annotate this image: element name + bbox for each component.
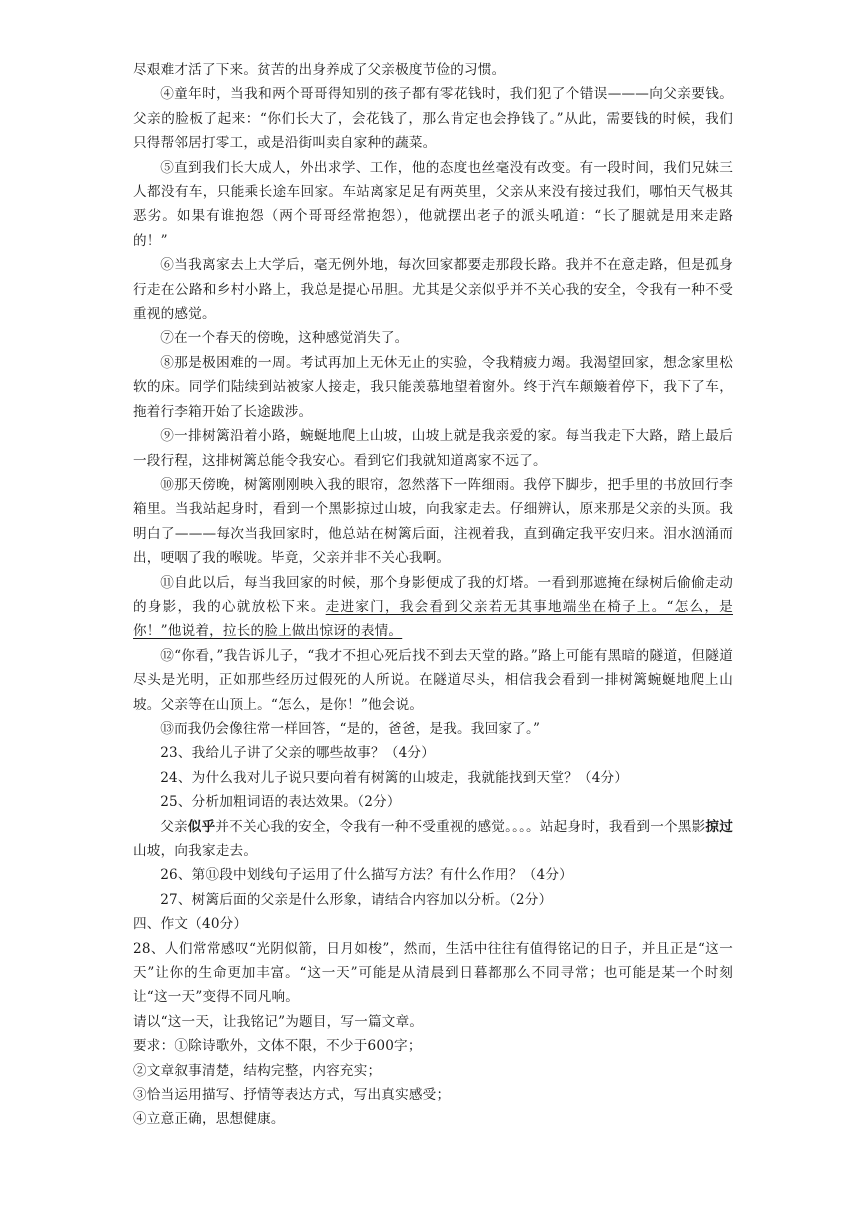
underlined-sentence: 走进家门，我会看到父亲若无其事地端坐在椅子上。“怎么，是你！”他说着，拉长的脸上做出惊讶的表情。 — [133, 598, 733, 640]
paragraph-11 — [133, 571, 733, 644]
excerpt-text-b: 并不关心我的安全，令我有一种不受重视的感觉。。。。站起身时，我看到一个黑影 — [215, 818, 706, 835]
paragraph-7: ⑦在一个春天的傍晚，这种感觉消失了。 — [160, 330, 409, 347]
paragraph-5: ⑤直到我们长大成人，外出求学、工作，他的态度也丝毫没有改变。有一段时间，我们兄妹三人都没有车，只能乘长途车回家。车站离家足足有两英里，父亲从来没有接过我们，哪怕天气极其恶劣。如果有谁抱怨（两个哥哥经常抱怨），他就摆出老子的派头吼道：“长了腿就是用来走路的！” — [133, 159, 733, 249]
paragraph-4: ④童年时，当我和两个哥哥得知别的孩子都有零花钱时，我们犯了个错误———向父亲要钱。父亲的脸板了起来：“你们长大了，会花钱了，那么肯定也会挣钱了。”从此，需要钱的时候，我们只得帮邻居打零工，或是沿街叫卖自家种的蔬菜。 — [133, 86, 733, 152]
paragraph-10: ⑩那天傍晚，树篱刚刚映入我的眼帘，忽然落下一阵细雨。我停下脚步，把手里的书放回行李箱里。当我站起身时，看到一个黑影掠过山坡，向我家走去。仔细辨认，原来那是父亲的头顶。我明白了———每次当我回家时，他总站在树篱后面，注视着我，直到确定我平安归来。泪水汹涌而出，哽咽了我的喉咙。毕竟，父亲并非不关心我啊。 — [133, 476, 733, 567]
question-25: 25、分析加粗词语的表达效果。（2分） — [160, 794, 401, 811]
requirement-4: ④立意正确，思想健康。 — [133, 1111, 285, 1128]
section-heading-composition: 四、作文（40分） — [133, 916, 248, 933]
paragraph-9: ⑨一排树篱沿着小路，蜿蜒地爬上山坡，山坡上就是我亲爱的家。每当我走下大路，踏上最后一段行程，这排树篱总能令我安心。看到它们我就知道离家不远了。 — [133, 428, 733, 469]
question-26: 26、第⑪段中划线句子运用了什么描写方法？有什么作用？（4分） — [160, 867, 573, 884]
excerpt-text-c: 山坡，向我家走去。 — [133, 843, 258, 859]
composition-prompt: 请以“这一天，让我铭记”为题目，写一篇文章。 — [133, 1013, 424, 1030]
requirement-1: 要求：①除诗歌外，文体不限，不少于600字； — [133, 1038, 422, 1055]
question-27: 27、树篱后面的父亲是什么形象，请结合内容加以分析。（2分） — [160, 891, 553, 908]
paragraph-11-text: ⑪自此以后，每当我回家的时候，那个身影便成了我的灯塔。一看到那遮掩在绿树后偷偷走动的身影，我的心就放松下来。 — [133, 574, 733, 615]
requirement-2: ②文章叙事清楚，结构完整，内容充实； — [133, 1062, 382, 1079]
requirement-3: ③恰当运用描写、抒情等表达方式，写出真实感受； — [133, 1087, 451, 1104]
paragraph-13: ⑬而我仍会像往常一样回答，“是的，爸爸，是我。我回家了。” — [160, 720, 541, 737]
bold-word-1: 似乎 — [187, 818, 216, 835]
question-23: 23、我给儿子讲了父亲的哪些故事？（4分） — [160, 745, 436, 762]
question-25-excerpt — [133, 815, 733, 864]
bold-word-2: 掠过 — [705, 818, 733, 835]
question-28: 28、人们常常感叹“光阴似箭，日月如梭”，然而，生活中往往有值得铭记的日子，并且正是“这一天”让你的生命更加丰富。“这一天”可能是从清晨到日暮都那么不同寻常；也可能是某一个时刻让“这一天”变得不同凡响。 — [133, 940, 733, 1006]
paragraph-12: ⑫“你看，”我告诉儿子，“我才不担心死后找不到去天堂的路。”路上可能有黑暗的隧道，但隧道尽头是光明，正如那些经历过假死的人所说。在隧道尽头，相信我会看到一排树篱蜿蜒地爬上山坡。父亲等在山顶上。“怎么，是你！”他会说。 — [133, 647, 733, 713]
question-24: 24、为什么我对儿子说只要向着有树篱的山坡走，我就能找到天堂？（4分） — [160, 769, 629, 786]
paragraph-3-tail: 尽艰难才活了下来。贫苦的出身养成了父亲极度节俭的习惯。 — [133, 62, 506, 78]
paragraph-8: ⑧那是极困难的一周。考试再加上无休无止的实验，令我精疲力竭。我渴望回家，想念家里松软的床。同学们陆续到站被家人接走，我只能羡慕地望着窗外。终于汽车颠簸着停下，我下了车，拖着行李箱开始了长途跋涉。 — [133, 354, 733, 420]
exam-page — [133, 58, 733, 1132]
paragraph-6: ⑥当我离家去上大学后，毫无例外地，每次回家都要走那段长路。我并不在意走路，但是孤身行走在公路和乡村小路上，我总是提心吊胆。尤其是父亲似乎并不关心我的安全，令我有一种不受重视的感觉。 — [133, 257, 733, 323]
excerpt-text-a: 父亲 — [160, 818, 188, 835]
